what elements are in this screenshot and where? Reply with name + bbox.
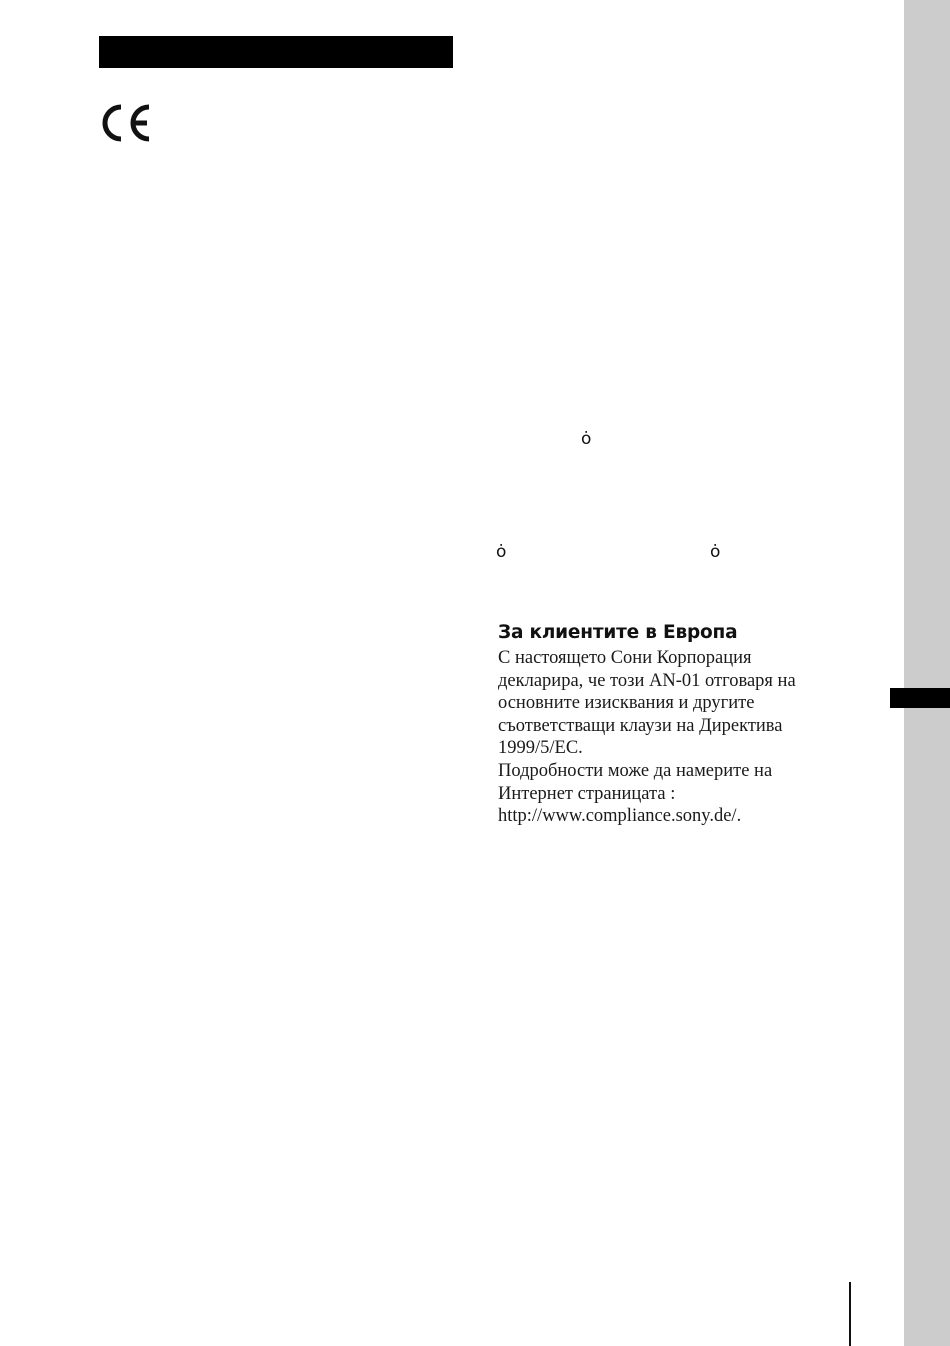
footer-rule: [849, 1282, 851, 1346]
o-dot-glyph-1: ȯ: [581, 429, 592, 449]
compliance-url-line: [498, 805, 838, 828]
body-line-2: декларира, че този AN-01 отговаря на: [498, 670, 796, 691]
body-line-1: С настоящето Сони Корпорация: [498, 648, 752, 668]
section-heading: За клиентите в Европа: [498, 622, 738, 643]
o-dot-glyph-3: ȯ: [710, 542, 721, 562]
compliance-url-link[interactable]: http://www.compliance.sony.de/.: [498, 806, 742, 827]
body-line-6: Подробности може да намерите на: [498, 760, 773, 781]
o-dot-glyph-2: ȯ: [496, 542, 507, 562]
body-line-5: 1999/5/EC.: [498, 738, 583, 759]
header-bar: [99, 36, 453, 68]
side-tab: [890, 688, 950, 708]
side-strip: [904, 0, 950, 1346]
ce-mark-icon: [99, 103, 155, 143]
europe-customers-section: [498, 621, 838, 828]
body-line-3: основните изисквания и другите: [498, 693, 755, 714]
body-line-4: съответстващи клаузи на Директива: [498, 715, 783, 736]
body-line-7: Интернет страницата :: [498, 783, 676, 804]
